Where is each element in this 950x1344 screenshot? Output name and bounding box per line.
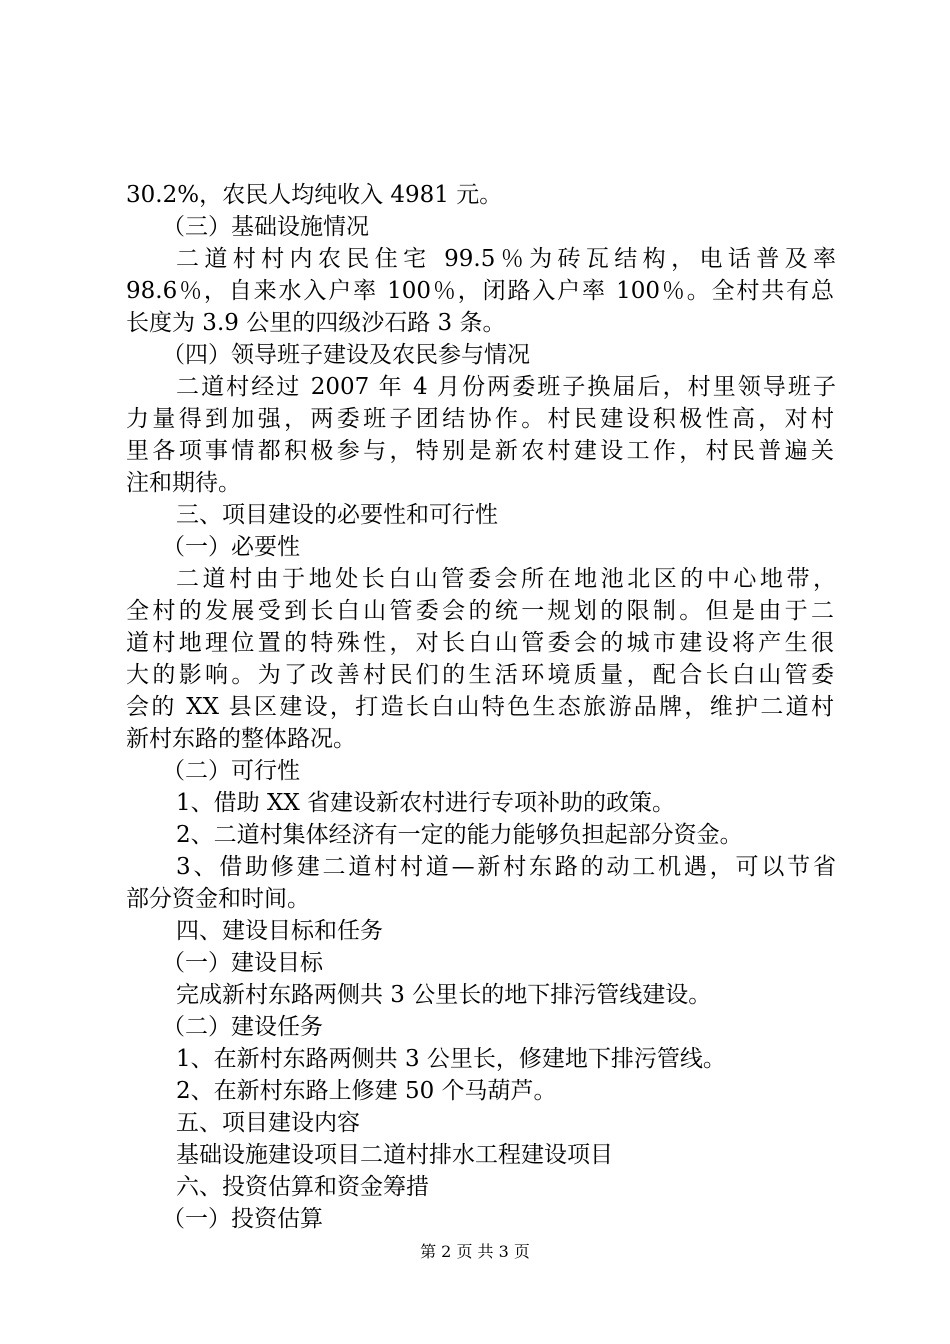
text-line: 30.2%，农民人均纯收入 4981 元。 [126,182,503,208]
text-line: 会的 XX 县区建设，打造长白山特色生态旅游品牌，维护二道村 [126,694,834,720]
text-line: 二道村由于地处长白山管委会所在地池北区的中心地带， [176,566,836,592]
text-line: 新村东路的整体路况。 [126,726,356,752]
section-heading: （一）投资估算 [162,1206,323,1232]
page-footer: 第 2 页 共 3 页 [420,1242,530,1261]
text-line: 98.6％，自来水入户率 100％，闭路入户率 100％。全村共有总 [126,278,834,304]
list-item: 2、二道村集体经济有一定的能力能够负担起部分资金。 [176,822,743,848]
list-item: 2、在新村东路上修建 50 个马葫芦。 [176,1078,557,1104]
text-line: 部分资金和时间。 [126,886,310,912]
text-line: 全村的发展受到长白山管委会的统一规划的限制。但是由于二 [126,598,834,624]
text-line: 长度为 3.9 公里的四级沙石路 3 条。 [126,310,506,336]
list-item: 3、借助修建二道村村道—新村东路的动工机遇，可以节省 [176,854,836,880]
section-heading: 四、建设目标和任务 [176,918,383,944]
text-line: 二道村村内农民住宅 99.5％为砖瓦结构，电话普及率 [176,246,836,272]
section-heading: （一）建设目标 [162,950,323,976]
section-heading: （二）建设任务 [162,1014,323,1040]
section-heading: （三）基础设施情况 [162,214,369,240]
section-heading: 三、项目建设的必要性和可行性 [176,502,498,528]
list-item: 1、借助 XX 省建设新农村进行专项补助的政策。 [176,790,676,816]
text-line: 完成新村东路两侧共 3 公里长的地下排污管线建设。 [176,982,712,1008]
text-line: 力量得到加强，两委班子团结协作。村民建设积极性高，对村 [126,406,834,432]
section-heading: （四）领导班子建设及农民参与情况 [162,342,530,368]
list-item: 1、在新村东路两侧共 3 公里长，修建地下排污管线。 [176,1046,726,1072]
section-heading: 五、项目建设内容 [176,1110,360,1136]
section-heading: 六、投资估算和资金筹措 [176,1174,429,1200]
text-line: 基础设施建设项目二道村排水工程建设项目 [176,1142,613,1168]
text-line: 里各项事情都积极参与，特别是新农村建设工作，村民普遍关 [126,438,834,464]
section-heading: （一）必要性 [162,534,300,560]
text-line: 大的影响。为了改善村民们的生活环境质量，配合长白山管委 [126,662,834,688]
section-heading: （二）可行性 [162,758,300,784]
text-line: 注和期待。 [126,470,241,496]
text-line: 道村地理位置的特殊性，对长白山管委会的城市建设将产生很 [126,630,834,656]
text-line: 二道村经过 2007 年 4 月份两委班子换届后，村里领导班子 [176,374,836,400]
